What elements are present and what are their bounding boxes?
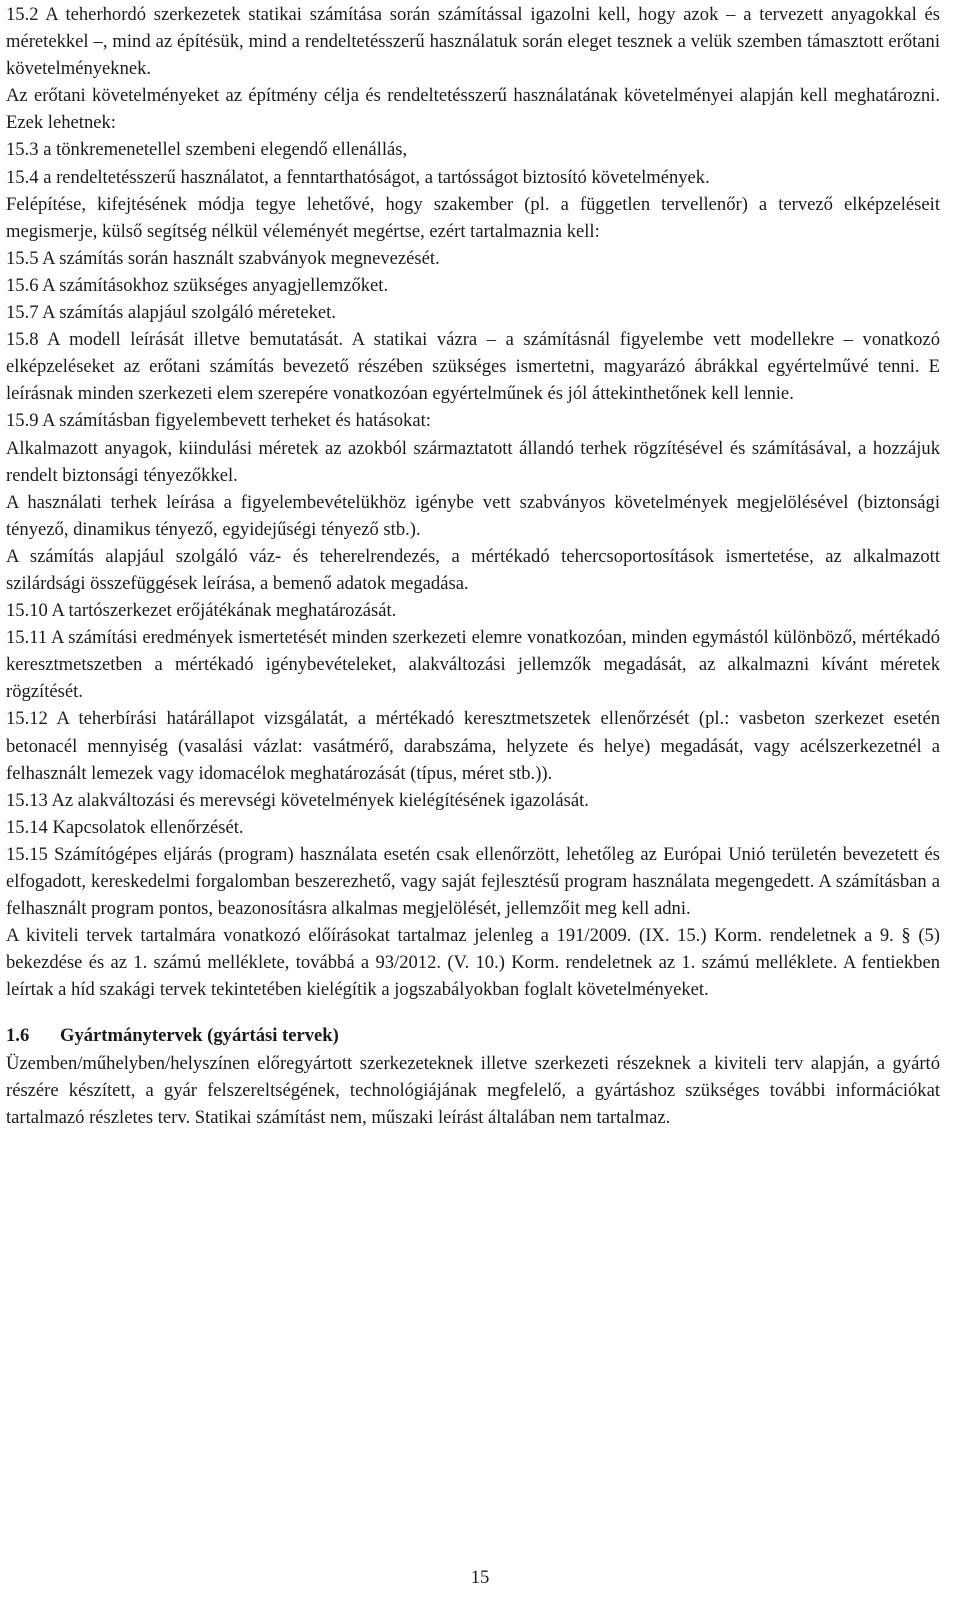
paragraph-legal-reference: A kiviteli tervek tartalmára vonatkozó előírásokat tartalmaz jelenleg a 191/2009. (IX. 15.) Korm. rendeletnek a 9. § (5) bekezdése és az 1. számú melléklete, továbbá a 93/2012. (V. 10.) Korm. rendeletnek az 1. számú melléklete. A fentiekben leírtak a híd szakági tervek tekintetében kielégítik a jogszabályokban foglalt követelményeket. [6,925,940,1001]
paragraph-15-7: 15.7 A számítás alapjául szolgáló méreteket. [6,302,336,324]
paragraph-15-2: 15.2 A teherhordó szerkezetek statikai számítása során számítással igazolni kell, hogy azok – a tervezett anyagokkal és méretekkel –, mind az építésük, mind a rendeltetésszerű használatuk során eleget tesznek a velük szemben támasztott erőtani követelményeknek. [6,4,940,80]
paragraph-15-14: 15.14 Kapcsolatok ellenőrzését. [6,816,244,838]
paragraph-load-arrangement: A számítás alapjául szolgáló váz- és teherelrendezés, a mértékadó tehercsoportosítások ismertetése, az alkalmazott szilárdsági összefüggések leírása, a bemenő adatok megadása. [6,545,940,594]
paragraph-15-6: 15.6 A számításokhoz szükséges anyagjellemzőket. [6,274,389,296]
paragraph-requirements-intro: Az erőtani követelményeket az építmény célja és rendeltetésszerű használatának követelményei alapján kell meghatározni. Ezek lehetnek: [6,85,940,134]
paragraph-15-15: 15.15 Számítógépes eljárás (program) használata esetén csak ellenőrzött, lehetőleg az Európai Unió területén bevezetett és elfogadott, kereskedelmi forgalomban beszerezhető, vagy saját fejlesztésű program használata megengedett. A számításban a felhasznált program pontos, beazonosításra alkalmas megjelölését, jellemzőit meg kell adni. [6,843,940,920]
paragraph-15-8: 15.8 A modell leírását illetve bemutatását. A statikai vázra – a számításnál figyelembe vett modellekre – vonatkozó elképzeléseket az erőtani számítás bevezető részében szükséges ismertetni, magyarázó ábrákkal egyértelművé tenni. E leírásnak minden szerkezeti elem szerepére vonatkozóan egyértelműnek és jól áttekinthetőnek kell lennie. [6,329,940,405]
paragraph-service-loads: A használati terhek leírása a figyelembevételükhöz igénybe vett szabványos követelmények megjelölésével (biztonsági tényező, dinamikus tényező, egyidejűségi tényező stb.). [6,491,940,540]
paragraph-materials: Alkalmazott anyagok, kiindulási méretek az azokból származtatott állandó terhek rögzítésével és számításával, a hozzájuk rendelt biztonsági tényezőkkel. [6,437,940,486]
page-number: 15 [470,1567,490,1588]
section-body: Üzemben/műhelyben/helyszínen előregyártott szerkezeteknek illetve szerkezeti részeknek a kiviteli terv alapján, a gyártó részére készített, a gyár felszereltségének, technológiájának megfelelő, a gyártáshoz szükséges további információkat tartalmazó részletes terv. Statikai számítást nem, műszaki leírást általában nem tartalmaz. [6,1052,940,1128]
section-number: 1.6 [6,1025,30,1047]
paragraph-15-12: 15.12 A teherbírási határállapot vizsgálatát, a mértékadó keresztmetszetek ellenőrzését (pl.: vasbeton szerkezet esetén betonacél mennyiség (vasalási vázlat: vasátmérő, darabszáma, helyzete és helye) megadását, vagy acélszerkezetnél a felhasznált lemezek vagy idomacélok meghatározását (típus, méret stb.)). [6,708,940,784]
section-title: Gyártmánytervek (gyártási tervek) [60,1025,339,1047]
document-page [6,1,940,1131]
paragraph-15-5: 15.5 A számítás során használt szabványok megnevezését. [6,247,440,269]
paragraph-15-13: 15.13 Az alakváltozási és merevségi követelmények kielégítésének igazolását. [6,789,589,811]
paragraph-15-4: 15.4 a rendeltetésszerű használatot, a fenntarthatóságot, a tartósságot biztosító követelmények. [6,166,710,188]
paragraph-15-11: 15.11 A számítási eredmények ismertetését minden szerkezeti elemre vonatkozóan, minden egymástól különböző, mértékadó keresztmetszetben a mértékadó igénybevételeket, alakváltozási jellemzők megadását, az alkalmazni kívánt méretek rögzítését. [6,627,940,703]
paragraph-15-3: 15.3 a tönkremenetellel szembeni elegendő ellenállás, [6,139,408,161]
section-heading [6,1022,940,1049]
paragraph-15-9: 15.9 A számításban figyelembevett terheket és hatásokat: [6,410,431,432]
paragraph-15-10: 15.10 A tartószerkezet erőjátékának meghatározását. [6,600,397,622]
paragraph-structure-note: Felépítése, kifejtésének módja tegye lehetővé, hogy szakember (pl. a független tervellenőr) a tervező elképzeléseit megismerje, külső segítség nélkül véleményét megértse, ezért tartalmaznia kell: [6,193,940,242]
